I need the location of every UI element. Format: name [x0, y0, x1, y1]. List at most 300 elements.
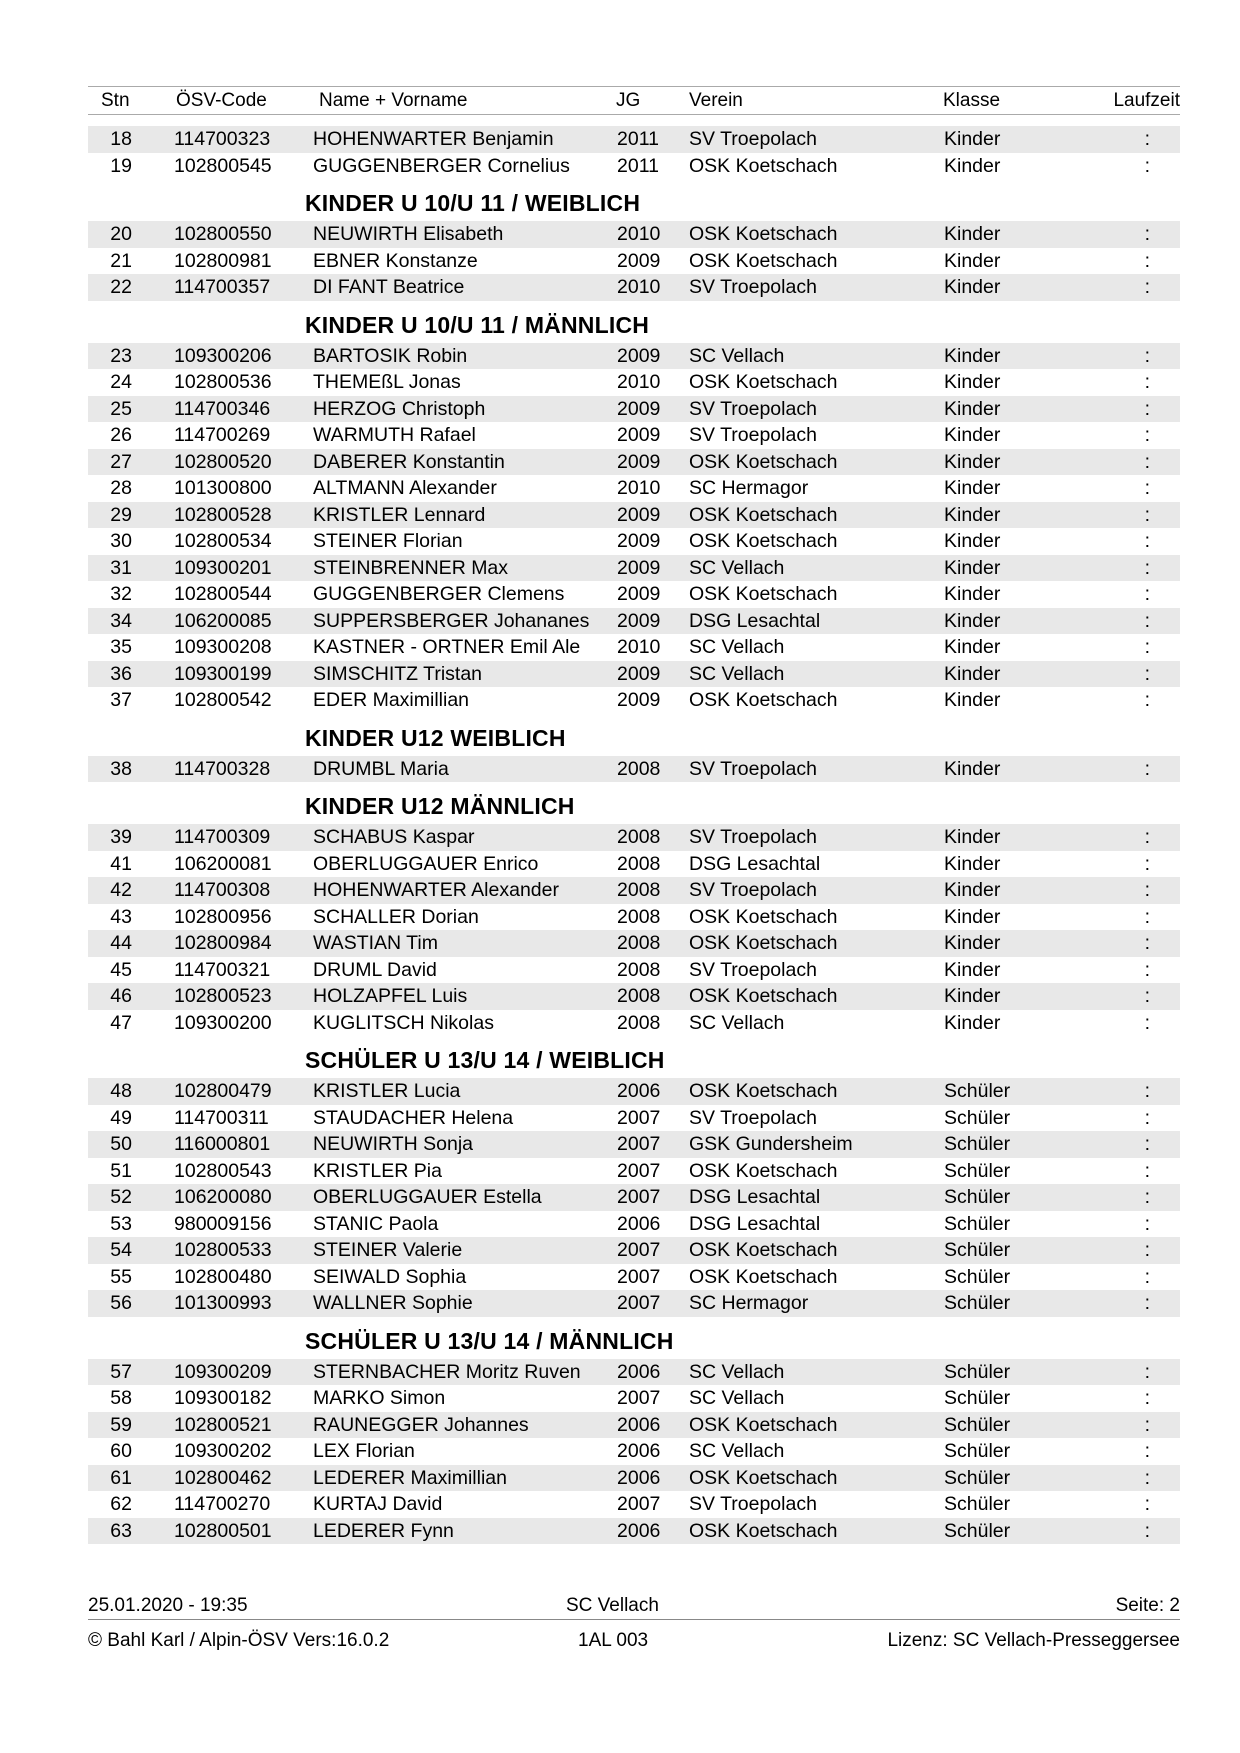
cell-laufzeit: :: [1144, 556, 1150, 579]
cell-name: OBERLUGGAUER Estella: [313, 1186, 542, 1208]
cell-laufzeit: :: [1144, 905, 1150, 928]
cell-code: 102800543: [174, 1159, 272, 1182]
table-row: [88, 930, 1180, 957]
table-row: [88, 661, 1180, 688]
cell-code: 114700309: [174, 826, 271, 848]
cell-code: 109300206: [174, 344, 272, 367]
cell-verein: OSK Koetschach: [689, 530, 838, 552]
cell-stn: 27: [110, 450, 132, 473]
cell-jg: 2007: [617, 1239, 661, 1261]
cell-jg: 2009: [617, 583, 661, 605]
cell-name: ALTMANN Alexander: [313, 477, 497, 499]
cell-stn: 57: [110, 1360, 132, 1383]
table-row: [88, 608, 1180, 635]
cell-verein: OSK Koetschach: [689, 249, 838, 272]
cell-name: KURTAJ David: [313, 1493, 443, 1515]
cell-jg: 2006: [617, 1080, 661, 1102]
cell-jg: 2010: [617, 276, 661, 298]
cell-stn: 56: [110, 1292, 132, 1314]
cell-laufzeit: :: [1144, 1413, 1150, 1436]
cell-verein: DSG Lesachtal: [689, 852, 821, 875]
cell-jg: 2007: [617, 1493, 661, 1515]
cell-laufzeit: :: [1144, 1186, 1150, 1208]
footer-club: SC Vellach: [566, 1595, 659, 1616]
cell-laufzeit: :: [1144, 249, 1150, 272]
cell-stn: 62: [110, 1493, 132, 1515]
table-row: [88, 1078, 1180, 1105]
cell-jg: 2009: [617, 503, 661, 526]
table-row: [88, 1264, 1180, 1291]
cell-stn: 44: [110, 932, 132, 954]
cell-jg: 2008: [617, 1011, 661, 1034]
cell-name: WARMUTH Rafael: [313, 424, 476, 446]
cell-jg: 2007: [617, 1265, 661, 1288]
cell-jg: 2009: [617, 689, 661, 711]
cell-jg: 2007: [617, 1133, 661, 1155]
cell-verein: OSK Koetschach: [689, 1519, 838, 1542]
cell-jg: 2010: [617, 636, 661, 658]
cell-jg: 2009: [617, 424, 661, 446]
cell-stn: 58: [110, 1387, 132, 1409]
cell-code: 109300209: [174, 1360, 272, 1383]
cell-klasse: Schüler: [944, 1212, 1011, 1235]
cell-name: EDER Maximillian: [313, 689, 470, 711]
cell-code: 102800544: [174, 583, 272, 605]
table-row: [88, 1211, 1180, 1238]
cell-stn: 45: [110, 958, 132, 981]
cell-code: 114700328: [174, 757, 271, 780]
cell-klasse: Kinder: [944, 636, 1001, 658]
cell-verein: SC Hermagor: [689, 1292, 809, 1314]
cell-name: EBNER Konstanze: [313, 249, 478, 272]
cell-jg: 2009: [617, 556, 661, 579]
cell-verein: OSK Koetschach: [689, 1080, 838, 1102]
cell-stn: 49: [110, 1106, 132, 1129]
cell-verein: SC Vellach: [689, 1360, 785, 1383]
cell-jg: 2006: [617, 1212, 661, 1235]
cell-verein: OSK Koetschach: [689, 1265, 838, 1288]
cell-verein: SC Vellach: [689, 636, 785, 658]
cell-stn: 32: [110, 583, 132, 605]
cell-jg: 2009: [617, 249, 661, 272]
cell-stn: 48: [110, 1080, 132, 1102]
cell-verein: OSK Koetschach: [689, 583, 838, 605]
table-row: [88, 528, 1180, 555]
cell-code: 980009156: [174, 1212, 272, 1235]
section-heading: [88, 1036, 1180, 1078]
cell-code: 114700357: [174, 276, 271, 298]
cell-jg: 2006: [617, 1440, 661, 1462]
header-laufzeit: Laufzeit: [1113, 90, 1180, 111]
cell-name: SIMSCHITZ Tristan: [313, 662, 483, 685]
cell-code: 114700321: [174, 958, 271, 981]
header-stn: Stn: [101, 90, 130, 111]
cell-stn: 61: [110, 1466, 132, 1489]
cell-stn: 60: [110, 1440, 132, 1462]
section-title: KINDER U12 MÄNNLICH: [305, 793, 575, 819]
table-row: [88, 502, 1180, 529]
cell-jg: 2008: [617, 826, 661, 848]
cell-name: NEUWIRTH Elisabeth: [313, 223, 504, 245]
cell-laufzeit: :: [1144, 852, 1150, 875]
cell-klasse: Kinder: [944, 609, 1001, 632]
cell-verein: SC Vellach: [689, 662, 785, 685]
cell-jg: 2006: [617, 1360, 661, 1383]
cell-laufzeit: :: [1144, 1011, 1150, 1034]
cell-name: HOHENWARTER Benjamin: [313, 128, 554, 150]
cell-name: KRISTLER Pia: [313, 1159, 442, 1182]
cell-stn: 19: [110, 154, 132, 177]
cell-klasse: Schüler: [944, 1493, 1011, 1515]
cell-code: 101300993: [174, 1292, 272, 1314]
header-jg: JG: [616, 90, 641, 111]
cell-laufzeit: :: [1144, 932, 1150, 954]
cell-code: 106200080: [174, 1186, 272, 1208]
cell-klasse: Schüler: [944, 1239, 1011, 1261]
cell-stn: 20: [110, 223, 132, 245]
table-row: [88, 1131, 1180, 1158]
table-row: [88, 343, 1180, 370]
cell-verein: SV Troepolach: [689, 424, 817, 446]
cell-stn: 50: [110, 1133, 132, 1155]
table-row: [88, 983, 1180, 1010]
cell-jg: 2006: [617, 1466, 661, 1489]
cell-laufzeit: :: [1144, 530, 1150, 552]
cell-jg: 2007: [617, 1106, 661, 1129]
cell-klasse: Kinder: [944, 1011, 1001, 1034]
cell-name: KRISTLER Lennard: [313, 503, 486, 526]
cell-klasse: Kinder: [944, 556, 1001, 579]
cell-klasse: Kinder: [944, 583, 1001, 605]
table-row: [88, 851, 1180, 878]
cell-stn: 63: [110, 1519, 132, 1542]
cell-laufzeit: :: [1144, 609, 1150, 632]
cell-stn: 37: [110, 689, 132, 711]
cell-verein: OSK Koetschach: [689, 932, 838, 954]
cell-jg: 2006: [617, 1413, 661, 1436]
cell-name: DRUMBL Maria: [313, 757, 449, 780]
cell-verein: SC Vellach: [689, 556, 785, 579]
cell-stn: 51: [110, 1159, 132, 1182]
cell-klasse: Kinder: [944, 689, 1001, 711]
cell-jg: 2007: [617, 1292, 661, 1314]
cell-laufzeit: :: [1144, 477, 1150, 499]
cell-verein: OSK Koetschach: [689, 1159, 838, 1182]
cell-stn: 26: [110, 424, 132, 446]
cell-name: RAUNEGGER Johannes: [313, 1413, 529, 1436]
cell-klasse: Kinder: [944, 450, 1001, 473]
cell-stn: 21: [110, 249, 132, 272]
cell-stn: 34: [110, 609, 132, 632]
cell-name: DI FANT Beatrice: [313, 276, 465, 298]
table-row: [88, 1290, 1180, 1317]
cell-name: HOHENWARTER Alexander: [313, 879, 559, 901]
cell-laufzeit: :: [1144, 276, 1150, 298]
cell-laufzeit: :: [1144, 154, 1150, 177]
cell-laufzeit: :: [1144, 1387, 1150, 1409]
cell-verein: SC Hermagor: [689, 477, 809, 499]
cell-code: 109300202: [174, 1440, 272, 1462]
table-row: [88, 1491, 1180, 1518]
cell-stn: 46: [110, 985, 132, 1007]
cell-klasse: Schüler: [944, 1159, 1011, 1182]
cell-klasse: Schüler: [944, 1387, 1011, 1409]
table-row: [88, 274, 1180, 301]
cell-klasse: Kinder: [944, 879, 1001, 901]
cell-code: 102800480: [174, 1265, 272, 1288]
table-row: [88, 581, 1180, 608]
section-title: KINDER U 10/U 11 / WEIBLICH: [305, 190, 641, 216]
footer-divider: [88, 1619, 1180, 1620]
table-row: [88, 904, 1180, 931]
cell-stn: 18: [110, 128, 132, 150]
cell-jg: 2009: [617, 397, 661, 420]
cell-name: GUGGENBERGER Clemens: [313, 583, 565, 605]
cell-name: LEX Florian: [313, 1440, 415, 1462]
cell-verein: OSK Koetschach: [689, 450, 838, 473]
cell-code: 102800521: [174, 1413, 272, 1436]
cell-code: 114700323: [174, 128, 271, 150]
section-heading: [88, 301, 1180, 343]
table-header: [88, 86, 1180, 115]
cell-klasse: Kinder: [944, 905, 1001, 928]
table-row: [88, 422, 1180, 449]
cell-stn: 24: [110, 371, 132, 393]
cell-code: 114700270: [174, 1493, 271, 1515]
cell-stn: 55: [110, 1265, 132, 1288]
cell-code: 106200085: [174, 609, 272, 632]
cell-code: 102800984: [174, 932, 272, 954]
header-verein: Verein: [689, 90, 743, 111]
cell-laufzeit: :: [1144, 1466, 1150, 1489]
table-row: [88, 221, 1180, 248]
cell-laufzeit: :: [1144, 1080, 1150, 1102]
footer-page: Seite: 2: [1115, 1595, 1180, 1616]
section-heading: [88, 782, 1180, 824]
cell-name: STEINER Florian: [313, 530, 463, 552]
footer-row-bottom: [88, 1628, 1180, 1654]
cell-klasse: Kinder: [944, 424, 1001, 446]
cell-klasse: Kinder: [944, 276, 1001, 298]
cell-klasse: Kinder: [944, 662, 1001, 685]
cell-verein: OSK Koetschach: [689, 689, 838, 711]
cell-code: 102800981: [174, 249, 272, 272]
cell-jg: 2007: [617, 1186, 661, 1208]
cell-stn: 47: [110, 1011, 132, 1034]
cell-verein: DSG Lesachtal: [689, 1186, 821, 1208]
cell-klasse: Kinder: [944, 503, 1001, 526]
cell-laufzeit: :: [1144, 958, 1150, 981]
cell-laufzeit: :: [1144, 757, 1150, 780]
cell-verein: SC Vellach: [689, 344, 785, 367]
cell-klasse: Schüler: [944, 1080, 1011, 1102]
cell-name: HOLZAPFEL Luis: [313, 985, 468, 1007]
table-row: [88, 1237, 1180, 1264]
table-row: [88, 449, 1180, 476]
cell-name: STAUDACHER Helena: [313, 1106, 514, 1129]
cell-klasse: Schüler: [944, 1292, 1011, 1314]
cell-name: THEMEßL Jonas: [313, 371, 461, 393]
cell-verein: OSK Koetschach: [689, 1413, 838, 1436]
cell-stn: 28: [110, 477, 132, 499]
cell-verein: SC Vellach: [689, 1387, 785, 1409]
cell-klasse: Kinder: [944, 958, 1001, 981]
cell-code: 106200081: [174, 852, 272, 875]
cell-stn: 35: [110, 636, 132, 658]
cell-klasse: Kinder: [944, 852, 1001, 875]
header-code: ÖSV-Code: [176, 90, 267, 111]
cell-code: 101300800: [174, 477, 272, 499]
section-heading: [88, 179, 1180, 221]
cell-jg: 2009: [617, 530, 661, 552]
cell-name: GUGGENBERGER Cornelius: [313, 154, 570, 177]
cell-verein: SV Troepolach: [689, 826, 817, 848]
cell-code: 109300182: [174, 1387, 272, 1409]
cell-laufzeit: :: [1144, 1239, 1150, 1261]
cell-laufzeit: :: [1144, 344, 1150, 367]
cell-name: STERNBACHER Moritz Ruven: [313, 1360, 581, 1383]
cell-jg: 2008: [617, 985, 661, 1007]
cell-laufzeit: :: [1144, 1440, 1150, 1462]
table-row: [88, 126, 1180, 153]
cell-name: KRISTLER Lucia: [313, 1080, 461, 1102]
cell-code: 109300201: [174, 556, 272, 579]
cell-verein: SV Troepolach: [689, 397, 817, 420]
cell-name: SCHABUS Kaspar: [313, 826, 475, 848]
cell-code: 102800956: [174, 905, 272, 928]
cell-verein: SC Vellach: [689, 1011, 785, 1034]
cell-code: 102800533: [174, 1239, 272, 1261]
section-heading: [88, 1317, 1180, 1359]
cell-verein: OSK Koetschach: [689, 1466, 838, 1489]
cell-klasse: Kinder: [944, 530, 1001, 552]
cell-verein: SV Troepolach: [689, 128, 817, 150]
cell-laufzeit: :: [1144, 826, 1150, 848]
cell-klasse: Kinder: [944, 826, 1001, 848]
cell-verein: OSK Koetschach: [689, 223, 838, 245]
cell-stn: 25: [110, 397, 132, 420]
cell-name: KASTNER - ORTNER Emil Ale: [313, 636, 581, 658]
cell-laufzeit: :: [1144, 1292, 1150, 1314]
table-row: [88, 1105, 1180, 1132]
cell-code: 109300208: [174, 636, 272, 658]
cell-jg: 2009: [617, 450, 661, 473]
cell-stn: 59: [110, 1413, 132, 1436]
page-footer: [88, 1593, 1180, 1654]
section-title: KINDER U12 WEIBLICH: [305, 724, 566, 751]
cell-laufzeit: :: [1144, 879, 1150, 901]
cell-laufzeit: :: [1144, 583, 1150, 605]
cell-klasse: Schüler: [944, 1440, 1011, 1462]
table-row: [88, 248, 1180, 275]
cell-code: 102800542: [174, 689, 272, 711]
cell-stn: 53: [110, 1212, 132, 1235]
cell-stn: 36: [110, 662, 132, 685]
cell-code: 114700346: [174, 397, 271, 420]
cell-verein: SC Vellach: [689, 1440, 785, 1462]
cell-name: STEINBRENNER Max: [313, 556, 509, 579]
table-row: [88, 1359, 1180, 1386]
cell-name: SCHALLER Dorian: [313, 905, 479, 928]
footer-code: 1AL 003: [578, 1630, 649, 1651]
cell-code: 116000801: [174, 1133, 271, 1155]
cell-jg: 2007: [617, 1159, 661, 1182]
cell-name: OBERLUGGAUER Enrico: [313, 852, 539, 875]
table-row: [88, 756, 1180, 783]
cell-klasse: Kinder: [944, 932, 1001, 954]
cell-klasse: Kinder: [944, 477, 1001, 499]
cell-name: STANIC Paola: [313, 1212, 439, 1235]
cell-verein: OSK Koetschach: [689, 371, 838, 393]
table-row: [88, 1010, 1180, 1037]
cell-name: LEDERER Maximillian: [313, 1466, 507, 1489]
header-klasse: Klasse: [943, 90, 1001, 111]
cell-laufzeit: :: [1144, 1519, 1150, 1542]
table-body: [88, 126, 1180, 1544]
cell-stn: 54: [110, 1239, 132, 1261]
cell-name: STEINER Valerie: [313, 1239, 463, 1261]
cell-jg: 2010: [617, 371, 661, 393]
start-list: [88, 86, 1180, 1544]
cell-code: 114700269: [174, 424, 271, 446]
cell-stn: 38: [110, 757, 132, 780]
cell-laufzeit: :: [1144, 1265, 1150, 1288]
cell-code: 102800520: [174, 450, 272, 473]
cell-verein: DSG Lesachtal: [689, 1212, 821, 1235]
cell-klasse: Schüler: [944, 1413, 1011, 1436]
table-row: [88, 1158, 1180, 1185]
cell-verein: OSK Koetschach: [689, 1239, 838, 1261]
cell-name: WASTIAN Tim: [313, 932, 438, 954]
table-row: [88, 1465, 1180, 1492]
table-row: [88, 1184, 1180, 1211]
cell-stn: 42: [110, 879, 132, 901]
table-row: [88, 1518, 1180, 1545]
cell-verein: SV Troepolach: [689, 276, 817, 298]
cell-laufzeit: :: [1144, 397, 1150, 420]
table-row: [88, 555, 1180, 582]
table-row: [88, 1438, 1180, 1465]
cell-stn: 29: [110, 503, 132, 526]
table-row: [88, 1385, 1180, 1412]
cell-code: 102800534: [174, 530, 272, 552]
section-heading: [88, 714, 1180, 756]
cell-jg: 2010: [617, 477, 661, 499]
cell-jg: 2009: [617, 344, 661, 367]
section-title: SCHÜLER U 13/U 14 / WEIBLICH: [305, 1047, 665, 1073]
cell-jg: 2009: [617, 609, 661, 632]
cell-name: NEUWIRTH Sonja: [313, 1133, 474, 1155]
cell-klasse: Kinder: [944, 223, 1001, 245]
cell-stn: 39: [110, 826, 132, 848]
cell-klasse: Schüler: [944, 1466, 1011, 1489]
cell-klasse: Kinder: [944, 249, 1001, 272]
cell-verein: SV Troepolach: [689, 958, 817, 981]
cell-name: SUPPERSBERGER Johananes: [313, 609, 590, 632]
cell-jg: 2008: [617, 879, 661, 901]
cell-klasse: Schüler: [944, 1186, 1011, 1208]
cell-verein: SV Troepolach: [689, 1493, 817, 1515]
cell-laufzeit: :: [1144, 1212, 1150, 1235]
table-row: [88, 634, 1180, 661]
cell-name: HERZOG Christoph: [313, 397, 486, 420]
cell-code: 109300199: [174, 662, 272, 685]
cell-klasse: Schüler: [944, 1360, 1011, 1383]
cell-name: LEDERER Fynn: [313, 1519, 454, 1542]
cell-code: 102800550: [174, 223, 272, 245]
cell-verein: OSK Koetschach: [689, 503, 838, 526]
cell-name: KUGLITSCH Nikolas: [313, 1011, 494, 1034]
